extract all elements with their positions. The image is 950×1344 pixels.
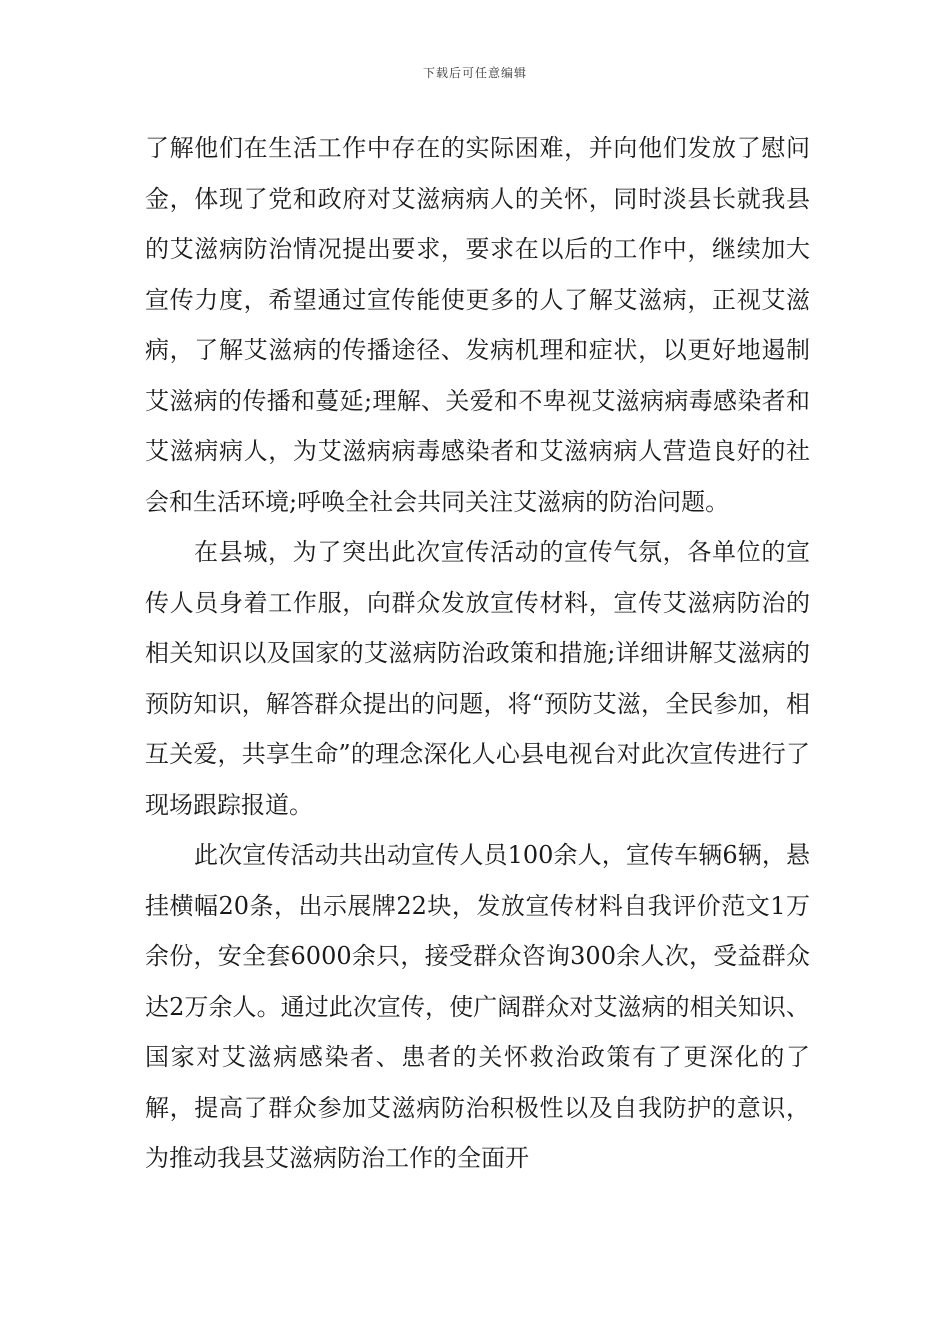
document-body xyxy=(145,123,810,1184)
page-header: 下载后可任意编辑 xyxy=(422,66,527,80)
paragraph-1: 了解他们在生活工作中存在的实际困难，并向他们发放了慰问金，体现了党和政府对艾滋病病人的关怀，同时淡县长就我县的艾滋病防治情况提出要求，要求在以后的工作中，继续加大宣传力度，希望通过宣传能使更多的人了解艾滋病，正视艾滋病，了解艾滋病的传播途径、发病机理和症状，以更好地遏制艾滋病的传播和蔓延;理解、关爱和不卑视艾滋病病毒感染者和艾滋病病人，为艾滋病病毒感染者和艾滋病病人营造良好的社会和生活环境;呼唤全社会共同关注艾滋病的防治问题。 xyxy=(145,134,810,516)
paragraph-2: 在县城，为了突出此次宣传活动的宣传气氛，各单位的宣传人员身着工作服，向群众发放宣传材料，宣传艾滋病防治的相关知识以及国家的艾滋病防治政策和措施;详细讲解艾滋病的预防知识，解答群众提出的问题，将“预防艾滋，全民参加，相互关爱，共享生命”的理念深化人心县电视台对此次宣传进行了现场跟踪报道。 xyxy=(145,538,810,819)
paragraph-3: 此次宣传活动共出动宣传人员100余人，宣传车辆6辆，悬挂横幅20条，出示展牌22块，发放宣传材料自我评价范文1万余份，安全套6000余只，接受群众咨询300余人次，受益群众达2万余人。通过此次宣传，使广阔群众对艾滋病的相关知识、国家对艾滋病感染者、患者的关怀救治政策有了更深化的了解，提高了群众参加艾滋病防治积极性以及自我防护的意识，为推动我县艾滋病防治工作的全面开 xyxy=(145,841,810,1172)
